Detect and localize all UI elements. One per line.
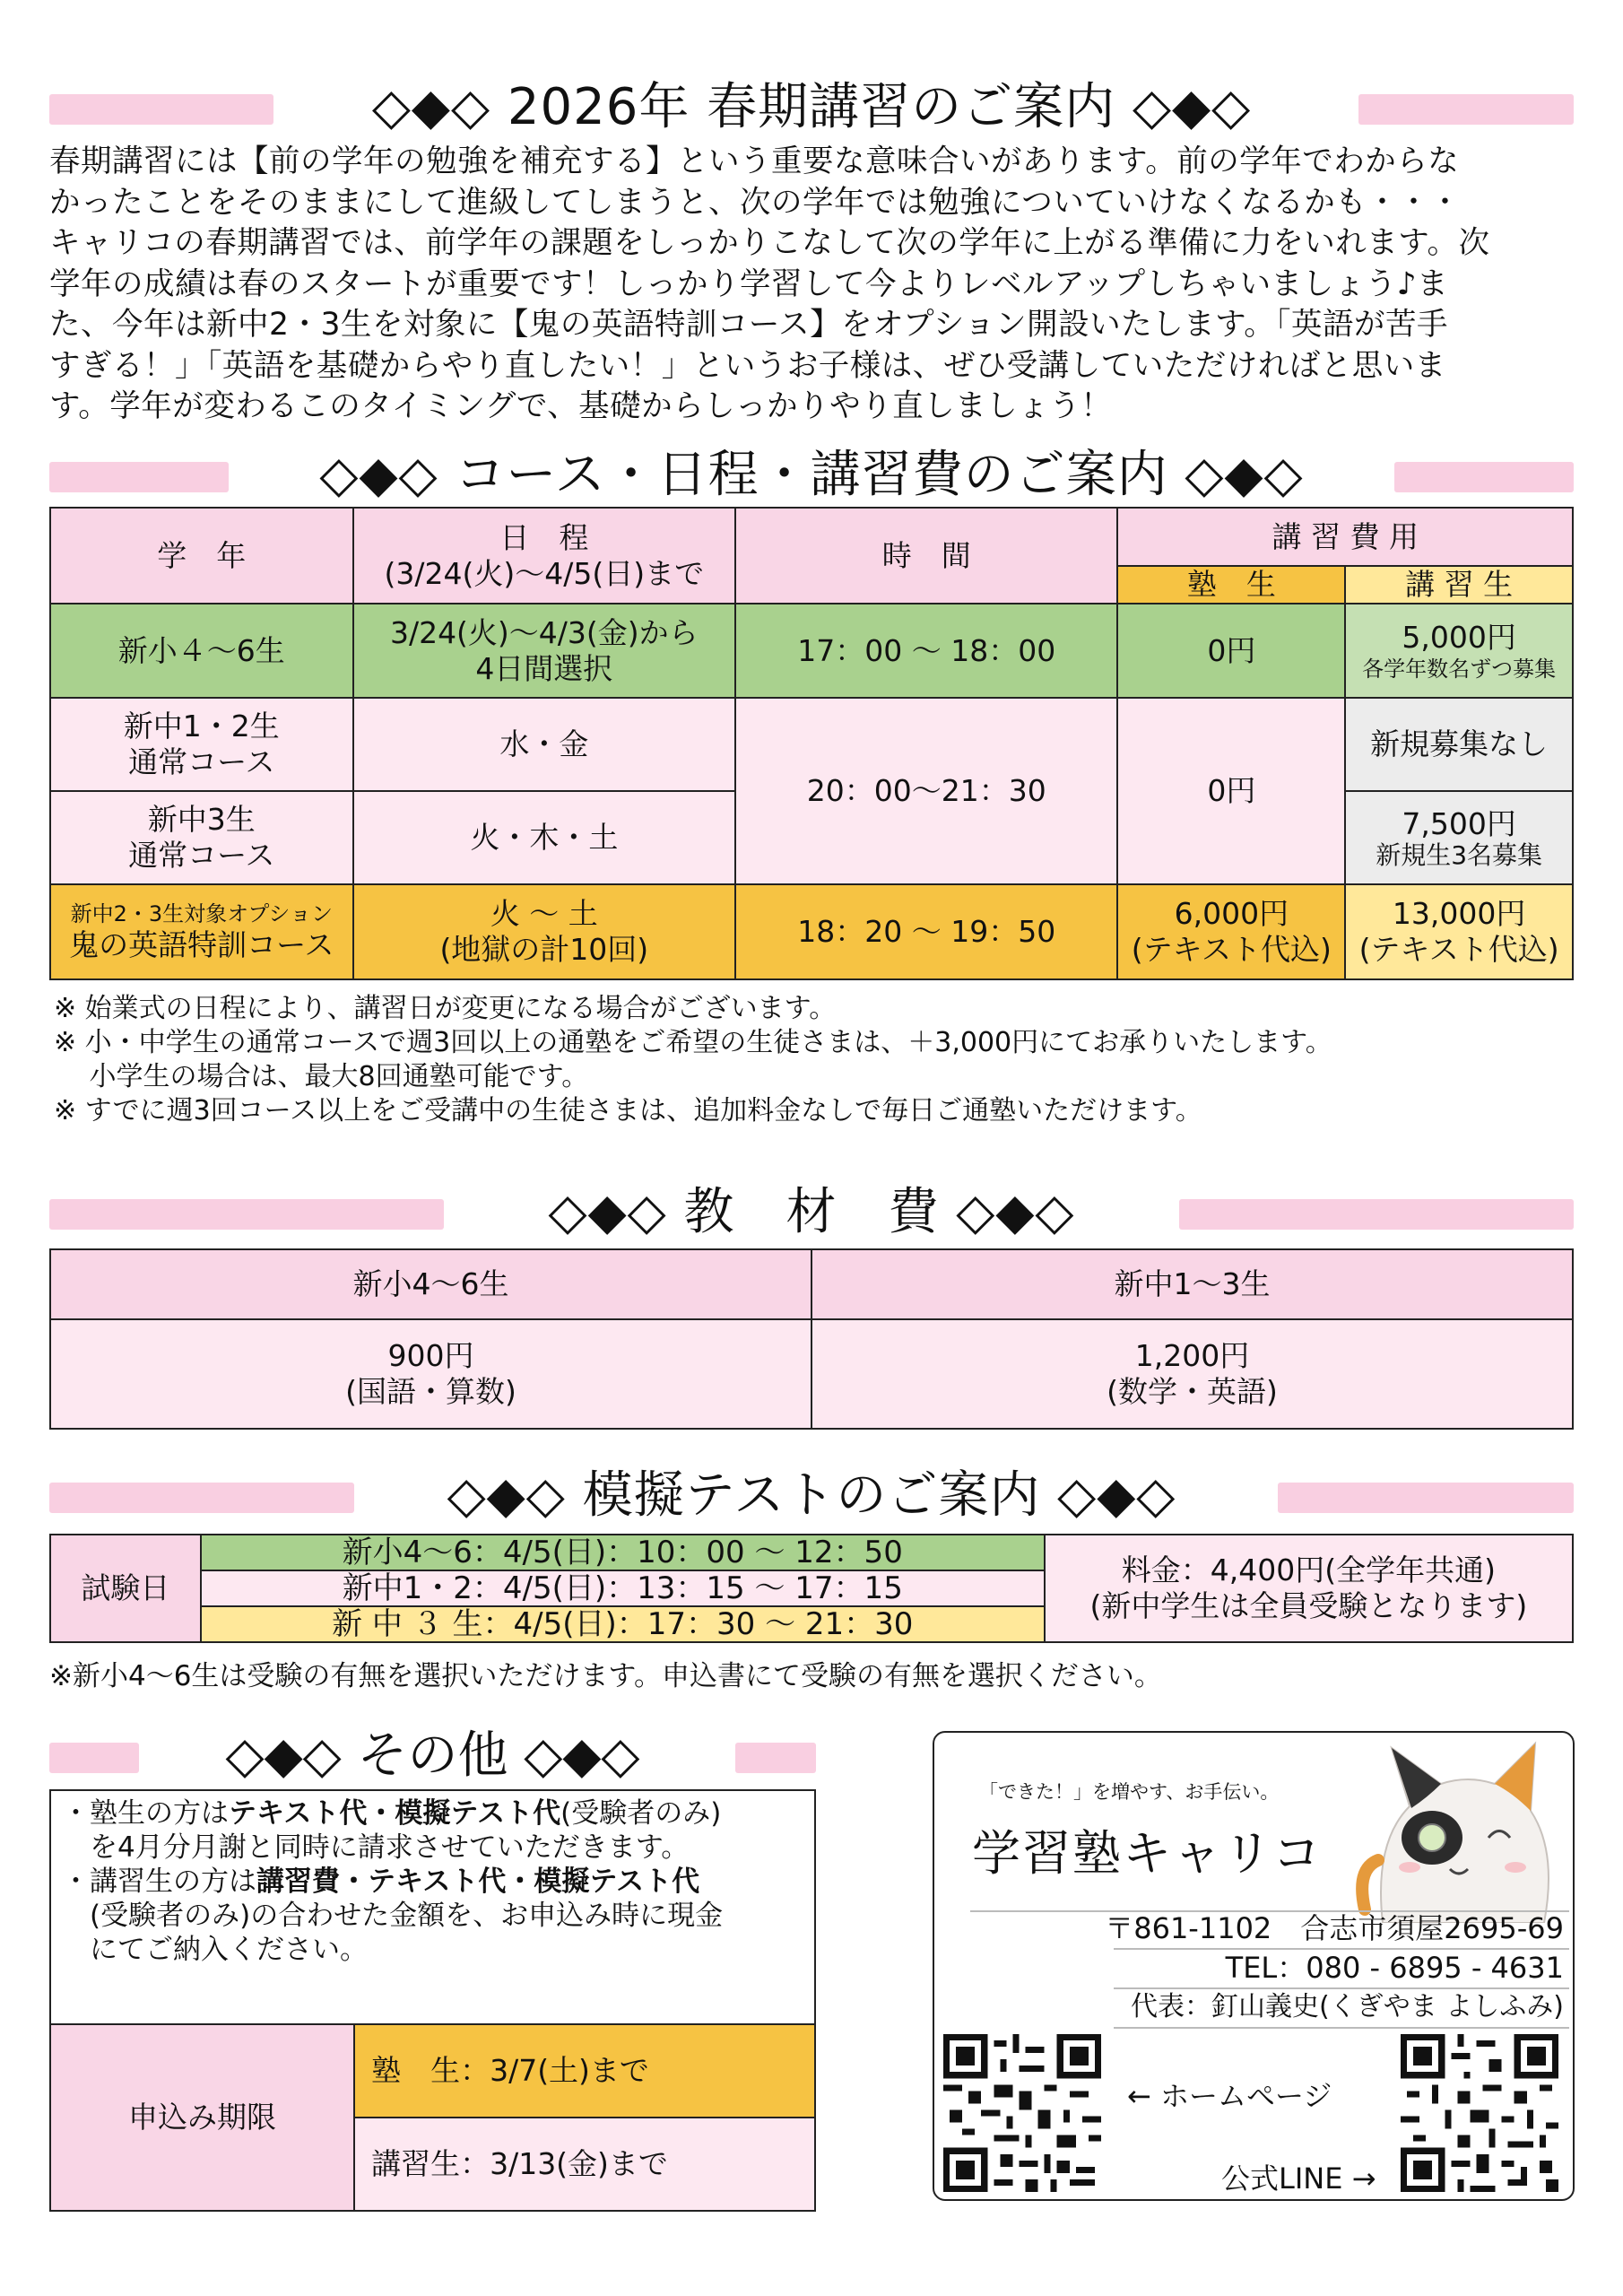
intro-line: 学年の成績は春のスタートが重要です！しっかり学習して今よりレベルアップしちゃいましょう♪ま [49, 265, 1449, 302]
text: ・塾生の方は [62, 1797, 229, 1830]
cell-text: 通常コース [128, 744, 275, 779]
cell-text: 新中3生 [147, 802, 256, 837]
course-notes [54, 992, 1332, 1128]
table-row [50, 604, 1573, 698]
th-time: 時 間 [735, 508, 1117, 604]
other-bullet-2 [62, 1865, 803, 1899]
intro-section-header [49, 72, 1574, 144]
note-line: ※ すでに週3回コース以上をご受講中の生徒さまは、追加料金なしで毎日ご通塾いただけます。 [54, 1095, 1202, 1126]
materials-elem-price [50, 1319, 812, 1429]
cell-text: 新中1・2生 [123, 709, 280, 744]
school-address: 〒861-1102 合志市須屋2695-69 [1105, 1911, 1564, 1945]
text: ・講習生の方は [62, 1866, 256, 1898]
cell-schedule: 水・金 [353, 698, 736, 791]
deadline-member: 塾 生：3/7(土)まで [354, 2024, 815, 2118]
intro-line: かったことをそのままにして進級してしまうと、次の学年では勉強についていけなくなるかも・・・ [49, 184, 1462, 221]
th-fee: 講 習 費 用 [1117, 508, 1573, 566]
mock-table [49, 1534, 1574, 1643]
cell-seasonal [1345, 604, 1573, 698]
school-tagline: 「できた！」を増やす、お手伝い。 [979, 1781, 1280, 1803]
cell-text: 13,000円 [1392, 896, 1526, 931]
cell-seasonal: 新規募集なし [1345, 698, 1573, 791]
note-line: ※ 小・中学生の通常コースで週3回以上の通塾をご希望の生徒さまは、＋3,000円にてお承りいたします。 [54, 1027, 1332, 1058]
cell-grade [50, 884, 353, 979]
note-line: 小学生の場合は、最大8回通塾可能です。 [54, 1061, 589, 1092]
th-schedule [353, 508, 736, 604]
course-section-header [49, 439, 1574, 511]
deadline-seasonal: 講習生：3/13(金)まで [354, 2118, 815, 2211]
materials-jh-price [812, 1319, 1573, 1429]
school-info-card [933, 1731, 1575, 2201]
school-tel: TEL：080 - 6895 - 4631 [1225, 1951, 1564, 1985]
materials-table [49, 1248, 1574, 1430]
cell-member: 0円 [1117, 698, 1345, 884]
intro-line: すぎる！」「英語を基礎からやり直したい！」というお子様は、ぜひ受講していただければと思いま [49, 347, 1446, 384]
text-bold: 講習費・テキスト代・模擬テスト代 [256, 1866, 700, 1898]
course-title: ◇◆◇ コース・日程・講習費のご案内 ◇◆◇ [303, 446, 1319, 504]
page-title: ◇◆◇ 2026年 春期講習のご案内 ◇◆◇ [356, 78, 1267, 136]
cell-text: 火 ～ 土 [490, 896, 598, 931]
cell-text: (数学・英語) [1107, 1374, 1278, 1409]
th-schedule-range: (3/24(火)～4/5(日)まで [384, 555, 705, 591]
cell-text: 新規生3名募集 [1376, 840, 1543, 870]
cell-seasonal [1345, 884, 1573, 979]
cell-schedule [353, 604, 736, 698]
mock-section-header [49, 1460, 1574, 1532]
other-bullet-2-line2: (受験者のみ)の合わせた金額を、お申込み時に現金 [62, 1900, 724, 1932]
th-seasonal: 講 習 生 [1345, 566, 1573, 604]
cell-text: 1,200円 [1134, 1338, 1250, 1373]
cell-member [1117, 884, 1345, 979]
intro-line: キャリコの春期講習では、前学年の課題をしっかりこなして次の学年に上がる準備に力をいれます。次 [49, 225, 1490, 261]
cell-text: 各学年数名ずつ募集 [1362, 656, 1557, 682]
cell-time: 20：00～21：30 [735, 698, 1117, 884]
cell-text: 7,500円 [1402, 806, 1516, 841]
cell-text: 6,000円 [1174, 896, 1289, 931]
cell-grade: 新小４～6生 [50, 604, 353, 698]
other-title: ◇◆◇ その他 ◇◆◇ [213, 1726, 653, 1785]
intro-line: す。学年が変わるこのタイミングで、基礎からしっかりやり直しましょう！ [49, 388, 1113, 424]
other-bullet-1-line2: を4月分月謝と同時に請求させていただきます。 [62, 1831, 690, 1864]
materials-jh-head: 新中1～3生 [812, 1249, 1573, 1319]
cell-text: 新中2・3生対象オプション [70, 901, 333, 926]
cell-text: 通常コース [128, 838, 275, 873]
other-bullet-2-line3: にてご納入ください。 [62, 1934, 368, 1966]
divider [1114, 2027, 1569, 2029]
cell-text: 料金：4,400円(全学年共通) [1121, 1552, 1496, 1587]
cell-schedule [353, 884, 736, 979]
cell-member: 0円 [1117, 604, 1345, 698]
line-qr-code-icon[interactable] [1401, 2034, 1558, 2192]
cell-schedule: 火・木・土 [353, 791, 736, 884]
cell-grade [50, 791, 353, 884]
cell-text: 鬼の英語特訓コース [69, 927, 334, 962]
line-link-label[interactable]: 公式LINE → [1221, 2161, 1376, 2196]
intro-line: た、今年は新中2・3生を対象に【鬼の英語特訓コース】をオプション開設いたします。「英語が苦手 [49, 307, 1449, 343]
cell-text: 900円 [387, 1338, 474, 1373]
homepage-link-label[interactable]: ← ホームページ [1127, 2079, 1332, 2113]
cell-time: 18：20 ～ 19：50 [735, 884, 1117, 979]
cell-seasonal [1345, 791, 1573, 884]
mock-row-elem: 新小4～6：4/5(日)：10：00 ～ 12：50 [201, 1535, 1045, 1570]
cell-text: (新中学生は全員受験となります) [1089, 1588, 1528, 1623]
course-table [49, 507, 1574, 980]
homepage-qr-code-icon[interactable] [943, 2034, 1101, 2192]
th-grade: 学 年 [50, 508, 353, 604]
other-section-header [49, 1720, 816, 1792]
mock-row-jh12: 新中1・2：4/5(日)：13：15 ～ 17：15 [201, 1570, 1045, 1606]
mock-title: ◇◆◇ 模擬テストのご案内 ◇◆◇ [431, 1466, 1193, 1525]
other-bullet-1 [62, 1796, 803, 1831]
text-bold: テキスト代・模擬テスト代 [229, 1797, 561, 1830]
deadline-label: 申込み期限 [50, 2024, 354, 2211]
cell-text: (国語・算数) [345, 1374, 516, 1409]
cell-text: (テキスト代込) [1358, 932, 1559, 967]
table-row [50, 884, 1573, 979]
other-box [49, 1789, 816, 2026]
cell-text: (地獄の計10回) [439, 932, 649, 967]
cell-text: 5,000円 [1402, 619, 1516, 655]
intro-text [49, 142, 1574, 428]
th-schedule-label: 日 程 [499, 519, 589, 555]
cell-text: 4日間選択 [475, 650, 613, 686]
mock-fee [1045, 1535, 1573, 1642]
text: (受験者のみ) [560, 1797, 722, 1830]
cell-grade [50, 698, 353, 791]
materials-elem-head: 新小4～6生 [50, 1249, 812, 1319]
cell-text: (テキスト代込) [1131, 932, 1332, 967]
materials-section-header [49, 1177, 1574, 1248]
note-line: ※ 始業式の日程により、講習日が変更になる場合がございます。 [54, 993, 837, 1024]
th-member: 塾 生 [1117, 566, 1345, 604]
table-row [50, 698, 1573, 791]
cell-text: 3/24(火)～4/3(金)から [389, 614, 699, 650]
school-name: 学習塾キャリコ [972, 1825, 1323, 1882]
deadline-table [49, 2023, 816, 2212]
mock-label: 試験日 [50, 1535, 201, 1642]
mock-row-jh3: 新 中 ３ 生：4/5(日)：17：30 ～ 21：30 [201, 1606, 1045, 1642]
cell-time: 17：00 ～ 18：00 [735, 604, 1117, 698]
materials-title: ◇◆◇ 教 材 費 ◇◆◇ [533, 1183, 1091, 1241]
school-representative: 代表：釘山義史(くぎやま よしふみ) [1131, 1991, 1564, 2022]
calico-cat-icon [1356, 1735, 1562, 1923]
mock-note: ※新小4～6生は受験の有無を選択いただけます。申込書にて受験の有無を選択ください。 [49, 1660, 1162, 1692]
intro-line: 春期講習には【前の学年の勉強を補充する】という重要な意味合いがあります。前の学年でわからな [49, 144, 1460, 179]
